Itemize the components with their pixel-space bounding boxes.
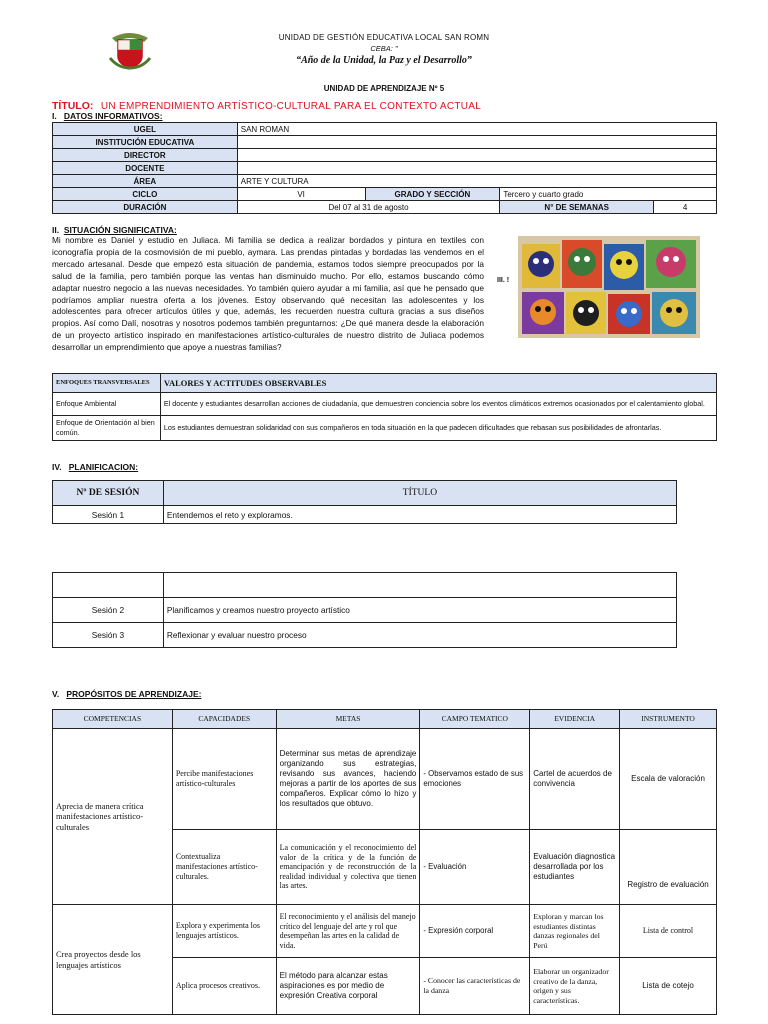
- campo-1: - Observamos estado de sus emociones: [420, 729, 530, 830]
- meta-3: El reconocimiento y el análisis del manejo crítico del lenguaje del arte y rol que desempeñan las artes en la calidad de vida.: [276, 905, 420, 958]
- col-metas: METAS: [276, 710, 420, 729]
- section-planificacion-heading: IV. PLANIFICACION:: [52, 462, 139, 472]
- value-director: [237, 149, 716, 162]
- evidencia-3: Exploran y marcan los estudiantes distintas danzas regionales del Perú: [530, 905, 620, 958]
- value-institucion: [237, 136, 716, 149]
- meta-1: Determinar sus metas de aprendizaje organizando sus estrategias, revisando sus avances, haciendo mejoras a partir de los aportes de sus compañeros. Explicar cómo lo hizo y los resultados que obtuvo.: [276, 729, 420, 830]
- campo-3: - Expresión corporal: [420, 905, 530, 958]
- enfoque-ambiental-text: El docente y estudiantes desarrollan acciones de ciudadanía, que demuestren conciencia sobre los eventos climáticos extremos ocasionados por el calentamiento global.: [160, 393, 716, 416]
- propositos-table: [52, 709, 717, 1015]
- value-grado: Tercero y cuarto grado: [500, 188, 717, 201]
- sesion-1-title: Entendemos el reto y exploramos.: [163, 506, 676, 524]
- campo-4: - Conocer las características de la danza: [420, 958, 530, 1015]
- enfoque-bien-comun-label: Enfoque de Orientación al bien común.: [53, 416, 161, 441]
- competencia-1: Aprecia de manera crítica manifestaciones artístico-culturales: [53, 729, 173, 905]
- enfoque-ambiental-label: Enfoque Ambiental: [53, 393, 161, 416]
- datos-table: [52, 122, 717, 214]
- header-line2: CEBA: ": [370, 44, 398, 53]
- evidencia-1: Cartel de acuerdos de convivencia: [530, 729, 620, 830]
- value-area: ARTE Y CULTURA: [237, 175, 716, 188]
- col-competencias: COMPETENCIAS: [53, 710, 173, 729]
- capacidad-3: Explora y experimenta los lenguajes artísticos.: [172, 905, 276, 958]
- enfoque-bien-comun-text: Los estudiantes demuestran solidaridad con sus compañeros en toda situación en la que padecen dificultades que rebasan sus posibilidades de afrontarlas.: [160, 416, 716, 441]
- section-situacion-heading: II. SITUACIÓN SIGNIFICATIVA:: [52, 225, 177, 235]
- label-duracion: DURACIÓN: [53, 201, 238, 214]
- sesion-title-header: TÍTULO: [163, 481, 676, 506]
- header-motto: “Año de la Unidad, la Paz y el Desarrollo”: [296, 55, 472, 66]
- label-institucion: INSTITUCIÓN EDUCATIVA: [53, 136, 238, 149]
- label-docente: DOCENTE: [53, 162, 238, 175]
- value-ugel: SAN ROMAN: [237, 123, 716, 136]
- label-semanas: N° DE SEMANAS: [500, 201, 654, 214]
- sesion-1-label: Sesión 1: [53, 506, 164, 524]
- sesion-2-label: Sesión 2: [53, 598, 164, 623]
- competencia-2: Crea proyectos desde los lenguajes artísticos: [53, 905, 173, 1015]
- col-instrumento: INSTRUMENTO: [620, 710, 717, 729]
- instrumento-4: Lista de cotejo: [620, 958, 717, 1015]
- title-text: UN EMPRENDIMIENTO ARTÍSTICO-CULTURAL PARA EL CONTEXTO ACTUAL: [100, 101, 482, 112]
- value-duracion: Del 07 al 31 de agosto: [237, 201, 500, 214]
- col-campo-tematico: CAMPO TEMATICO: [420, 710, 530, 729]
- col-capacidades: CAPACIDADES: [172, 710, 276, 729]
- enfoques-header: ENFOQUES TRANSVERSALES: [53, 374, 161, 393]
- header-line1: UNIDAD DE GESTIÓN EDUCATIVA LOCAL SAN ROMN: [278, 33, 490, 42]
- planificacion-table-bottom: [52, 572, 677, 648]
- campo-2: - Evaluación: [420, 830, 530, 905]
- capacidad-1: Percibe manifestaciones artístico-culturales: [172, 729, 276, 830]
- artwork-image: [518, 236, 700, 338]
- meta-2: La comunicación y el reconocimiento del valor de la crítica y de la función de emancipación y de reconstrucción de la realidad individual y colectiva que tienen las artes.: [276, 830, 420, 905]
- unit-number: UNIDAD DE APRENDIZAJE Nº 5: [323, 84, 445, 93]
- valores-header: VALORES Y ACTITUDES OBSERVABLES: [160, 374, 716, 393]
- side-label: III. !: [497, 277, 510, 284]
- instrumento-3: Lista de control: [620, 905, 717, 958]
- sesion-3-title: Reflexionar y evaluar nuestro proceso: [163, 623, 676, 648]
- meta-4: El método para alcanzar estas aspiraciones es por medio de expresión Creativa corporal: [276, 958, 420, 1015]
- col-evidencia: EVIDENCIA: [530, 710, 620, 729]
- planificacion-table-top: [52, 480, 677, 524]
- section-datos-heading: I. DATOS INFORMATIVOS:: [52, 111, 163, 121]
- sesion-number-header: Nº DE SESIÓN: [53, 481, 164, 506]
- sesion-2-title: Planificamos y creamos nuestro proyecto artístico: [163, 598, 676, 623]
- label-grado: GRADO Y SECCIÓN: [365, 188, 500, 201]
- section-propositos-heading: V. PROPÓSITOS DE APRENDIZAJE:: [52, 689, 202, 699]
- value-docente: [237, 162, 716, 175]
- enfoques-table: [52, 373, 717, 441]
- evidencia-4: Elaborar un organizador creativo de la danza, origen y sus características.: [530, 958, 620, 1015]
- instrumento-1: Escala de valoración: [620, 729, 717, 830]
- situacion-text: Mi nombre es Daniel y estudio en Juliaca. Mi familia se dedica a realizar bordados y pintura en textiles con iconografía propia de la cosmovisión de mi pueblo, aymara. Las prendas pintadas y bordadas las vendemos en el mercado artesanal. Desde que empezó esta situación de pandemia, estamos todos siempre preocupados por la salud de la familia, pero también porque las ventas han disminuido mucho. Por ello, estamos buscando cómo adaptar nuestro negocio a las nuevas necesidades. Yo también quiero ayudar a mi familia, así que he pensado que podríamos ampliar nuestra oferta a los jóvenes. Estoy observando qué necesitan las adolescentes y los adolescentes para ofrecer artículos útiles y que, además, les recuerden nuestra cultura gracias a sus diseños propios. Así como Dalí, nosotras y nosotros podemos también preguntarnos: ¿De qué manera desde la elaboración de un proyecto artístico inspirado en manifestaciones artístico-culturales de nuestro distrito de Juliaca podemos desarrollar un emprendimiento que apoye a nuestras familias?: [52, 235, 484, 353]
- instrumento-2: Registro de evaluación: [620, 830, 717, 905]
- sesion-3-label: Sesión 3: [53, 623, 164, 648]
- value-ciclo: VI: [237, 188, 365, 201]
- capacidad-2: Contextualiza manifestaciones artístico-culturales.: [172, 830, 276, 905]
- title-label: TÍTULO:: [52, 100, 94, 112]
- label-director: DIRECTOR: [53, 149, 238, 162]
- value-semanas: 4: [654, 201, 717, 214]
- evidencia-2: Evaluación diagnostica desarrollada por los estudiantes: [530, 830, 620, 905]
- capacidad-4: Aplica procesos creativos.: [172, 958, 276, 1015]
- label-ciclo: CICLO: [53, 188, 238, 201]
- label-area: ÁREA: [53, 175, 238, 188]
- label-ugel: UGEL: [53, 123, 238, 136]
